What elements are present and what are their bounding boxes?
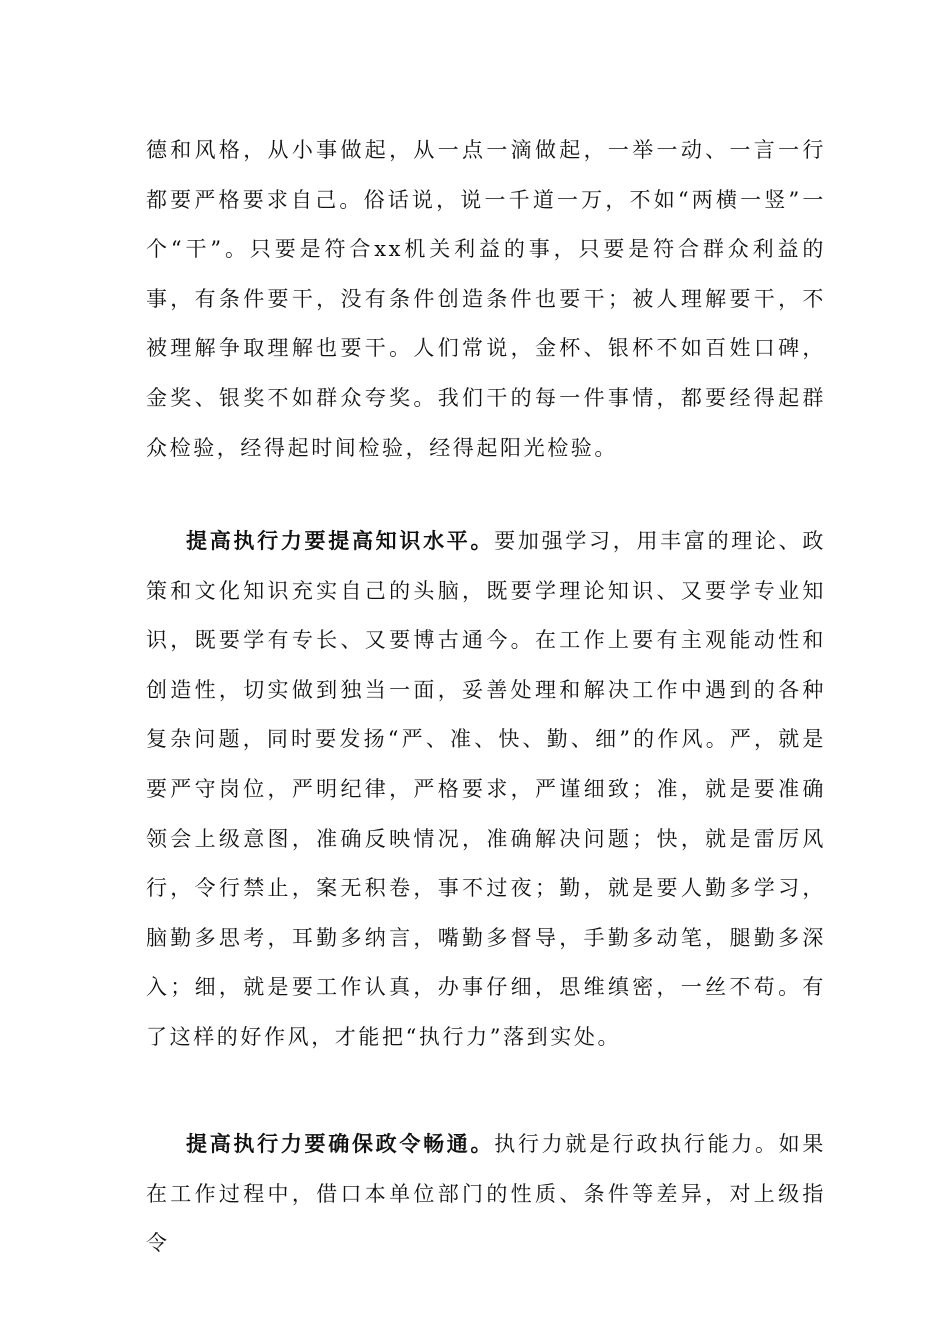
paragraph-2-text: 要加强学习，用丰富的理论、政策和文化知识充实自己的头脑，既要学理论知识、又要学专业知识，既要学有专长、又要博古通今。在工作上要有主观能动性和创造性，切实做到独当一面，妥善处理和解决工作中遇到的各种复杂问题，同时要发扬“严、准、快、勤、细”的作风。严，就是要严守岗位，严明纪律，严格要求，严谨细致；准，就是要准确领会上级意图，准确反映情况，准确解决问题；快，就是雷厉风行，令行禁止，案无积卷，事不过夜；勤，就是要人勤多学习，脑勤多思考，耳勤多纳言，嘴勤多督导，手勤多动笔，腿勤多深入；细，就是要工作认真，办事仔细，思维缜密，一丝不苟。有了这样的好作风，才能把“执行力”落到实处。 <box>146 529 826 1049</box>
paragraph-1 <box>146 126 826 473</box>
paragraph-2 <box>146 516 826 1063</box>
paragraph-3-text: 执行力就是行政执行能力。如果在工作过程中，借口本单位部门的性质、条件等差异，对上级指令 <box>146 1132 826 1256</box>
paragraph-3 <box>146 1119 826 1256</box>
paragraph-2-heading: 提高执行力要提高知识水平。 <box>186 528 495 553</box>
paragraph-1-text: 德和风格，从小事做起，从一点一滴做起，一举一动、一言一行都要严格要求自己。俗话说，说一千道一万，不如“两横一竖”一个“干”。只要是符合xx机关利益的事，只要是符合群众利益的事，有条件要干，没有条件创造条件也要干；被人理解要干，不被理解争取理解也要干。人们常说，金杯、银杯不如百姓口碑，金奖、银奖不如群众夸奖。我们干的每一件事情，都要经得起群众检验，经得起时间检验，经得起阳光检验。 <box>146 138 826 460</box>
paragraph-3-heading: 提高执行力要确保政令畅通。 <box>186 1131 495 1156</box>
